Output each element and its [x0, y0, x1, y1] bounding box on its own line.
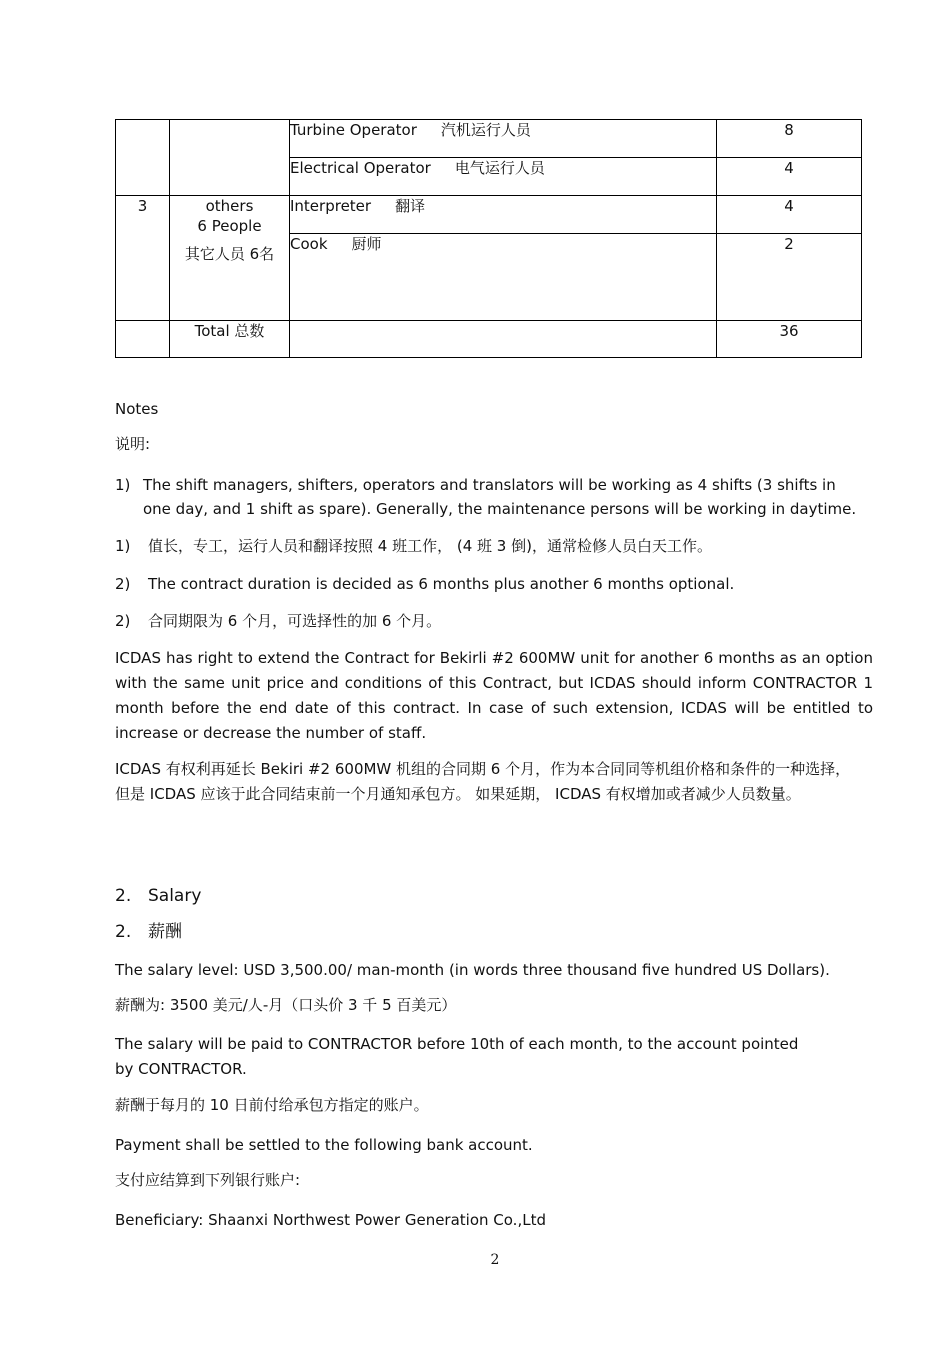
- table-row: [116, 196, 862, 234]
- notes-title-zh: 说明:: [115, 435, 151, 453]
- count-cell: 4: [717, 196, 862, 234]
- count-cell: 2: [717, 234, 862, 321]
- role-cell: [290, 196, 717, 234]
- row-number-cell: 3: [116, 196, 170, 321]
- row-number-cell: [116, 321, 170, 358]
- role-cell: [290, 321, 717, 358]
- extension-paragraph: ICDAS has right to extend the Contract for Bekirli #2 600MW unit for another 6 months as an option with the same unit price and conditions of this Contract, but ICDAS should inform CONTRACTOR 1 month before the end date of this contract. In case of such extension, ICDAS will be entitled to increase or decrease the number of staff.: [115, 649, 873, 742]
- total-count: 36: [717, 321, 862, 358]
- note-item: [115, 572, 873, 596]
- payment-account-note: Payment shall be settled to the following bank account.: [115, 1136, 533, 1154]
- category-count: 6 People: [197, 217, 262, 235]
- table-row: [116, 321, 862, 358]
- notes-title: Notes: [115, 400, 159, 418]
- role-zh: 汽机运行人员: [440, 121, 531, 139]
- note-text: The shift managers, shifters, operators and translators will be working as 4 shifts (3 shifts in one day, and 1 shift as spare). Generally, the maintenance persons will be working in daytime.: [143, 476, 857, 518]
- role-zh: 电气运行人员: [454, 159, 545, 177]
- staff-table: [115, 119, 862, 358]
- beneficiary: Beneficiary: Shaanxi Northwest Power Generation Co.,Ltd: [115, 1211, 546, 1229]
- category-zh: 其它人员 6名: [184, 245, 275, 263]
- section-heading: 2. Salary: [115, 886, 202, 906]
- category-en: others: [205, 197, 254, 215]
- role-en: Electrical Operator: [290, 159, 431, 177]
- role-cell: [290, 234, 717, 321]
- note-number: 1): [115, 537, 131, 555]
- role-en: Interpreter: [290, 197, 372, 215]
- salary-level: The salary level: USD 3,500.00/ man-month (in words three thousand five hundred US Dollars).: [115, 961, 830, 979]
- note-number: 2): [115, 575, 131, 593]
- page-number: 2: [490, 1252, 500, 1268]
- salary-level-zh: 薪酬为: 3500 美元/人-月（口头价 3 千 5 百美元）: [115, 996, 457, 1014]
- salary-payment-terms-zh: 薪酬于每月的 10 日前付给承包方指定的账户。: [115, 1096, 429, 1114]
- note-text: 合同期限为 6 个月，可选择性的加 6 个月。: [148, 612, 442, 630]
- note-item: [115, 534, 873, 558]
- note-text: The contract duration is decided as 6 months plus another 6 months optional.: [148, 575, 735, 593]
- role-cell: [290, 158, 717, 196]
- count-cell: 8: [717, 120, 862, 158]
- role-cell: [290, 120, 717, 158]
- table-row: [116, 120, 862, 158]
- total-label: Total 总数: [170, 321, 290, 358]
- note-item: [115, 609, 873, 633]
- role-en: Turbine Operator: [290, 121, 417, 139]
- category-cell: [170, 196, 290, 321]
- note-text: 值长，专工，运行人员和翻译按照 4 班工作， (4 班 3 倒)，通常检修人员白天工作。: [148, 537, 712, 555]
- category-cell: [170, 120, 290, 196]
- salary-payment-terms: The salary will be paid to CONTRACTOR before 10th of each month, to the account pointed by CONTRACTOR.: [115, 1035, 799, 1078]
- role-en: Cook: [290, 235, 328, 253]
- section-heading-zh: 2. 薪酬: [115, 922, 182, 942]
- note-number: 2): [115, 612, 131, 630]
- extension-paragraph-zh: ICDAS 有权利再延长 Bekiri #2 600MW 机组的合同期 6 个月，作为本合同同等机组价格和条件的一种选择， 但是 ICDAS 应该于此合同结束前一个月通知承包方。 如果延期， ICDAS 有权增加或者减少人员数量。: [115, 760, 851, 803]
- note-number: 1): [115, 476, 131, 494]
- role-zh: 厨师: [351, 235, 382, 253]
- note-item: [115, 473, 863, 521]
- count-cell: 4: [717, 158, 862, 196]
- role-zh: 翻译: [395, 197, 426, 215]
- row-number-cell: [116, 120, 170, 196]
- payment-account-note-zh: 支付应结算到下列银行账户:: [115, 1171, 301, 1189]
